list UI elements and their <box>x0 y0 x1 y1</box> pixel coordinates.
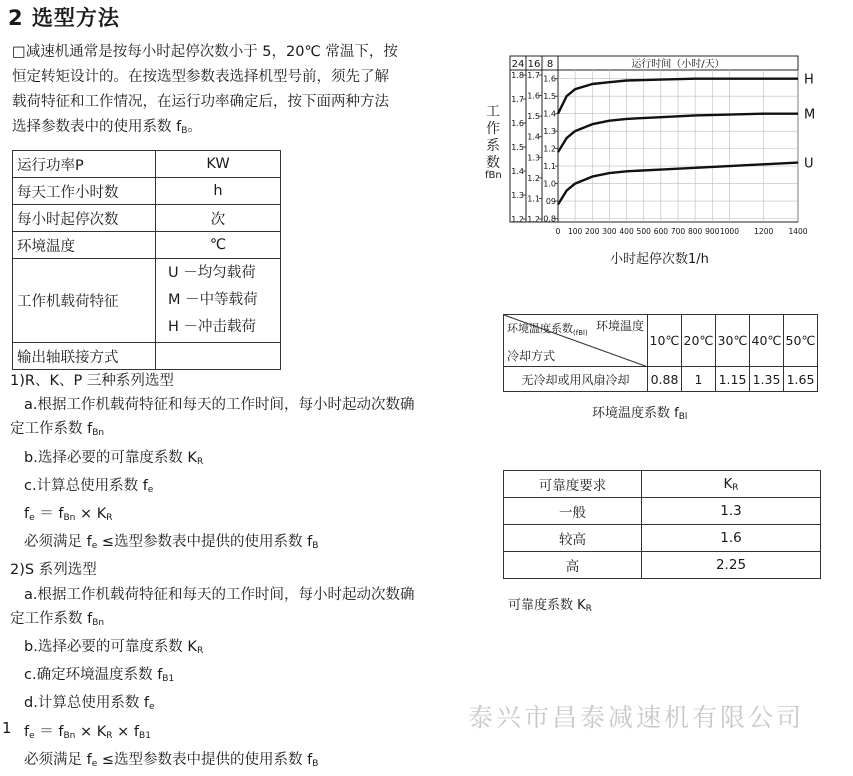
step-text: b.选择必要的可靠度系数 $K_R$ <box>24 449 204 467</box>
temp-value: 1.35 <box>750 367 784 392</box>
reliability-req: 较高 <box>504 525 642 552</box>
x-tick-label: 800 <box>687 227 703 236</box>
hours-header: 24 <box>511 59 525 70</box>
y-tick-label: 1.7 <box>527 71 540 80</box>
selection-steps <box>10 369 480 776</box>
reliability-table <box>503 470 821 579</box>
temp-value: 1 <box>682 367 716 392</box>
diagonal-header-cell <box>504 315 648 367</box>
page-number: 1 <box>2 719 12 737</box>
y-tick-label: 0.8 <box>543 214 556 224</box>
step-text: 定工作系数 $f_{Bn}$ <box>10 421 105 439</box>
x-tick-label: 100 <box>567 227 583 236</box>
temp-header: 50℃ <box>784 315 818 367</box>
step-text: c.计算总使用系数 $f_e$ <box>24 477 154 495</box>
step-text: 必须满足 $f_e$ ≤选型参数表中提供的使用系数 $f_B$ <box>24 534 319 552</box>
step-text: b.选择必要的可靠度系数 $K_R$ <box>24 639 204 657</box>
load-type: M －中等载荷 <box>168 292 258 308</box>
y-tick-label: 1.4 <box>543 109 556 119</box>
table-row <box>13 343 281 370</box>
y-tick-label: 09 <box>545 197 556 207</box>
param-key: 环境温度 <box>13 232 156 259</box>
y-tick-label: 1.3 <box>543 127 556 137</box>
param-key: 运行功率P <box>13 151 156 178</box>
intro-line: 载荷特征和工作情况，在运行功率确定后，按下面两种方法 <box>12 94 389 110</box>
y-tick-label: 1.1 <box>527 194 540 204</box>
chart-title: 运行时间（小时/天） <box>631 59 725 70</box>
y-tick-label: 1.1 <box>543 162 556 172</box>
x-tick-label: 0 <box>555 227 561 236</box>
temp-header: 20℃ <box>682 315 716 367</box>
reliability-k: 1.6 <box>642 525 821 552</box>
reliability-caption: 可靠度系数 $K_R$ <box>508 598 592 614</box>
table-row <box>504 552 821 579</box>
temperature-caption: 环境温度系数 $f_{Bl}$ <box>592 406 688 422</box>
x-tick-label: 500 <box>636 227 651 236</box>
y-tick-label: 1.5 <box>543 92 556 102</box>
table-row <box>13 259 281 343</box>
load-type: H －冲击载荷 <box>168 319 257 335</box>
y-tick-label: 1.7 <box>511 95 524 104</box>
step-text: a.根据工作机载荷特征和每天的工作时间，每小时起动次数确 <box>24 397 415 414</box>
company-watermark: 泰兴市昌泰减速机有限公司 <box>468 703 805 732</box>
col-header: 可靠度要求 <box>504 471 642 498</box>
step-text: 必须满足 $f_e$ ≤选型参数表中提供的使用系数 $f_B$ <box>24 751 319 769</box>
chart-xlabel: 小时起停次数1/h <box>610 252 709 267</box>
y-tick-label: 1.0 <box>543 179 556 189</box>
table-row <box>504 525 821 552</box>
series-label: U <box>804 156 814 172</box>
section-title: 2 选型方法 <box>8 6 120 30</box>
y-tick-label: 1.5 <box>511 143 524 152</box>
intro-line: 选择参数表中的使用系数 $f_B$。 <box>12 119 202 136</box>
table-row <box>13 178 281 205</box>
table-row <box>504 471 821 498</box>
table-row <box>13 205 281 232</box>
x-tick-label: 700 <box>670 227 686 236</box>
hours-header: 8 <box>546 59 554 70</box>
header-bottom: 冷却方式 <box>507 349 556 363</box>
param-unit: ℃ <box>156 232 281 259</box>
x-tick-label: 1400 <box>788 227 808 236</box>
step-text: 定工作系数 $f_{Bn}$ <box>10 610 105 628</box>
y-tick-label: 1.6 <box>543 74 556 84</box>
step-heading: 1)R、K、P 三种系列选型 <box>10 373 174 389</box>
reliability-req: 高 <box>504 552 642 579</box>
param-unit: KW <box>156 151 281 178</box>
temp-value: 1.65 <box>784 367 818 392</box>
y-tick-label: 1.3 <box>511 191 524 200</box>
reliability-k: 2.25 <box>642 552 821 579</box>
y-tick-label: 1.2 <box>527 215 540 224</box>
step-text: a.根据工作机载荷特征和每天的工作时间，每小时起动次数确 <box>24 586 415 603</box>
y-tick-label: 1.6 <box>527 91 540 101</box>
series-label: H <box>804 72 814 88</box>
temp-value: 0.88 <box>648 367 682 392</box>
y-tick-label: 1.3 <box>527 153 540 163</box>
param-unit: 次 <box>156 205 281 232</box>
table-row <box>13 151 281 178</box>
y-tick-label: 1.6 <box>511 119 524 128</box>
intro-line: □减速机通常是按每小时起停次数小于 5，20℃ 常温下，按 <box>12 44 398 60</box>
y-tick-label: 1.2 <box>543 144 556 154</box>
temp-header: 40℃ <box>750 315 784 367</box>
step-heading: 2)S 系列选型 <box>10 562 97 579</box>
x-tick-label: 1200 <box>754 227 774 236</box>
intro-paragraph <box>12 40 462 144</box>
x-tick-label: 600 <box>653 227 669 236</box>
temperature-factor-table <box>503 314 818 392</box>
header-right: 环境温度 <box>595 319 644 333</box>
formula: $f_e = f_{Bn} \times K_R$ <box>24 506 113 524</box>
param-key: 每天工作小时数 <box>13 178 156 205</box>
y-tick-label: 1.2 <box>511 215 524 224</box>
temp-header: 30℃ <box>716 315 750 367</box>
y-tick-label: 1.8 <box>511 71 524 80</box>
load-type: U －均匀载荷 <box>168 265 256 281</box>
x-tick-label: 300 <box>602 227 617 236</box>
x-tick-label: 400 <box>619 227 634 236</box>
table-row <box>504 367 818 392</box>
temp-value: 1.15 <box>716 367 750 392</box>
chart-ylabel-sub: fBn <box>485 170 502 181</box>
param-key: 工作机载荷特征 <box>13 259 156 343</box>
intro-line: 恒定转矩设计的。在按选型参数表选择机型号前，须先了解 <box>12 69 389 85</box>
y-tick-label: 1.5 <box>527 112 540 122</box>
param-key: 每小时起停次数 <box>13 205 156 232</box>
chart-ylabel: 工作系数 <box>486 104 500 171</box>
row-label: 无冷却或用风扇冷却 <box>504 367 648 392</box>
series-label: M <box>804 107 816 123</box>
y-tick-label: 1.4 <box>511 167 524 176</box>
header-left: 环境温度系数$_{(fBl)}$ <box>507 322 588 338</box>
reliability-k: 1.3 <box>642 498 821 525</box>
step-text: c.确定环境温度系数 $f_{B1}$ <box>24 667 175 685</box>
reliability-req: 一般 <box>504 498 642 525</box>
y-tick-label: 1.4 <box>527 132 540 142</box>
x-tick-label: 900 <box>705 227 720 236</box>
hours-header: 16 <box>527 59 541 70</box>
formula: $f_e = f_{Bn} \times K_R \times f_{B1}$ <box>24 723 151 741</box>
param-key: 输出轴联接方式 <box>13 343 156 370</box>
table-row <box>13 232 281 259</box>
parameter-table <box>12 150 281 370</box>
table-row <box>504 498 821 525</box>
param-unit: h <box>156 178 281 205</box>
col-header: $K_R$ <box>642 471 821 498</box>
x-tick-label: 1000 <box>719 227 739 236</box>
y-tick-label: 1.2 <box>527 173 540 183</box>
param-unit <box>156 343 281 370</box>
table-row <box>504 315 818 367</box>
x-tick-label: 200 <box>585 227 600 236</box>
service-factor-chart <box>482 52 842 272</box>
temp-header: 10℃ <box>648 315 682 367</box>
step-text: d.计算总使用系数 $f_e$ <box>24 695 155 713</box>
load-types <box>156 259 281 343</box>
